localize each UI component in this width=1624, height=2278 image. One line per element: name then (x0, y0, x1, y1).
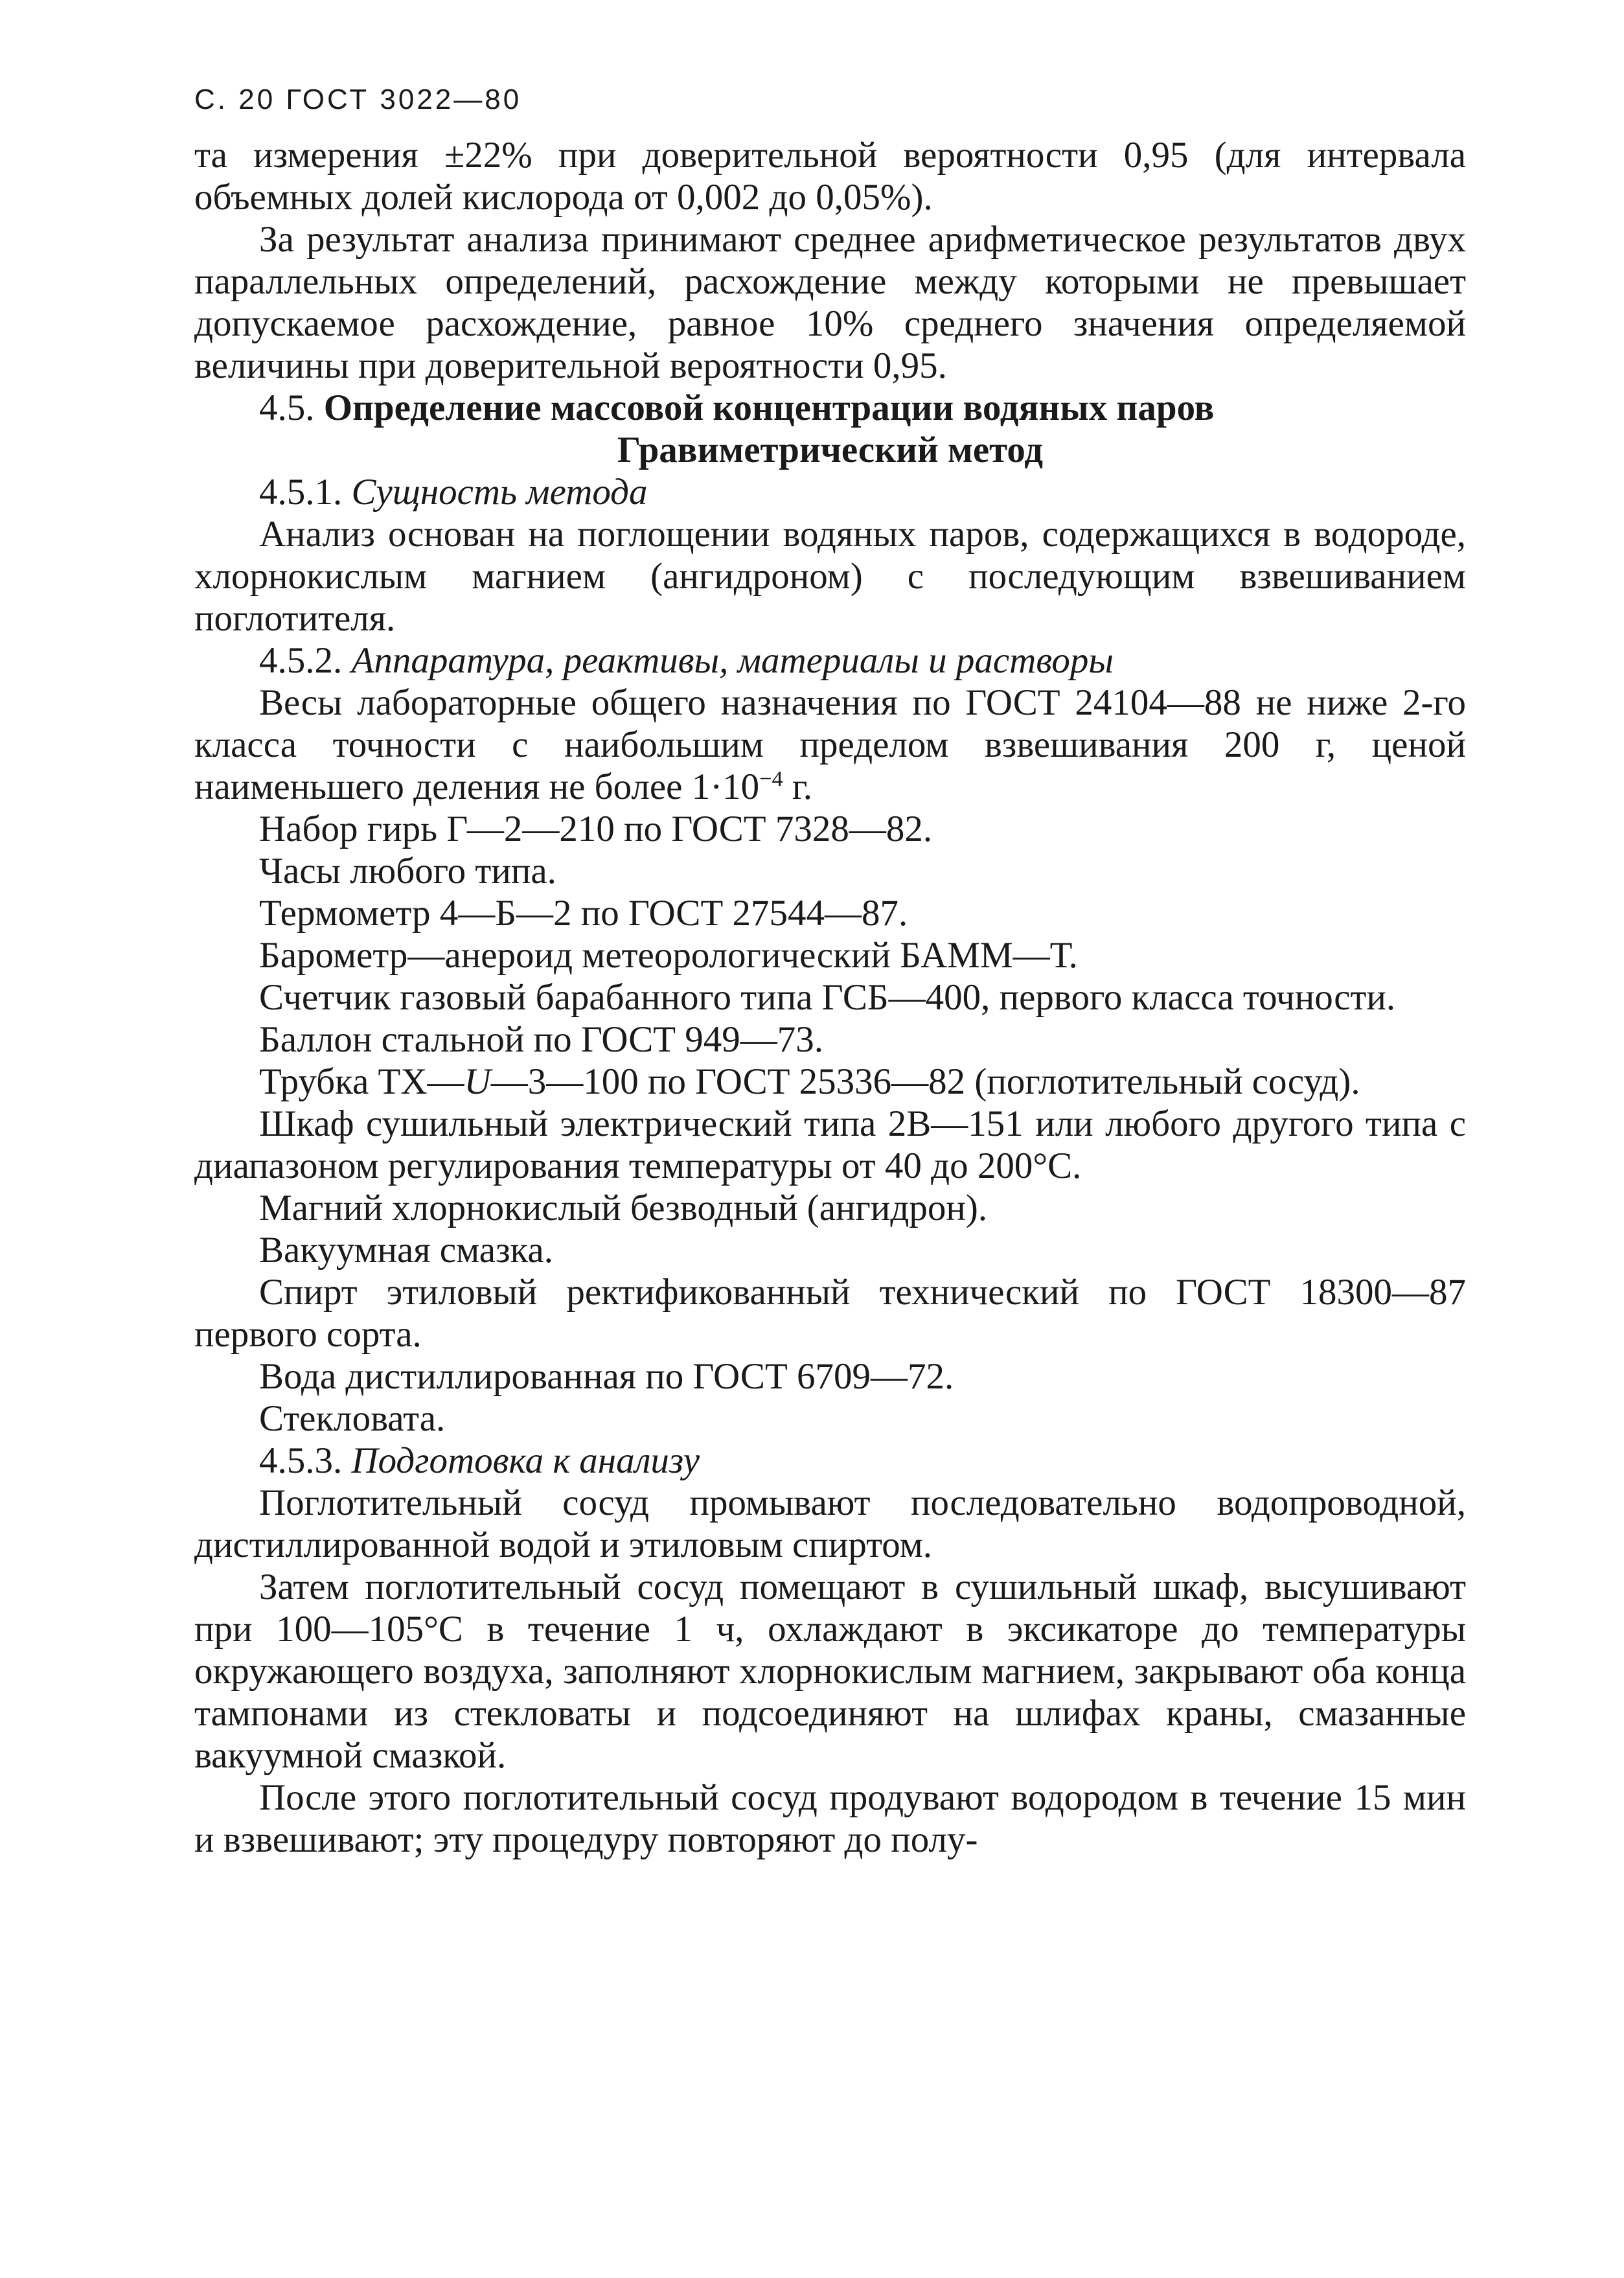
subsection-heading-452 (194, 639, 1466, 682)
list-item: Часы любого типа. (259, 850, 556, 892)
list-item: Баллон стальной по ГОСТ 949—73. (259, 1018, 824, 1060)
running-head: С. 20 ГОСТ 3022—80 (194, 84, 522, 115)
paragraph-result: За результат анализа принимают среднее арифметическое результатов двух параллельных определений, расхождение между которыми не превышает допускаемое расхождение, равное 10% среднего значения определяемой величины при доверительной вероятности 0,95. (194, 218, 1466, 386)
list-item: Термометр 4—Б—2 по ГОСТ 27544—87. (259, 892, 908, 934)
subsection-heading-451 (194, 471, 1466, 513)
tube-text-pre: Трубка ТХ— (259, 1061, 464, 1102)
list-item: Набор гирь Г—2—210 по ГОСТ 7328—82. (259, 808, 933, 849)
section-heading (194, 387, 1466, 429)
subsection-title: Аппаратура, реактивы, материалы и растворы (351, 639, 1114, 681)
list-item: Счетчик газовый барабанного типа ГСБ—400, первого класса точности. (259, 976, 1396, 1018)
list-item: Магний хлорнокислый безводный (ангидрон). (259, 1187, 988, 1228)
list-item: Шкаф сушильный электрический типа 2В—151 или любого другого типа с диапазоном регулирования температуры от 40 до 200°С. (194, 1103, 1466, 1186)
list-item: Вода дистиллированная по ГОСТ 6709—72. (259, 1355, 954, 1397)
scales-unit: г. (783, 766, 813, 807)
list-item (194, 1061, 1466, 1103)
section-number: 4.5. (259, 387, 315, 428)
paragraph-method: Анализ основан на поглощении водяных паров, содержащихся в водороде, хлорнокислым магнием (ангидроном) с последующим взвешиванием поглотителя. (194, 513, 1466, 639)
paragraph-continued: та измерения ±22% при доверительной вероятности 0,95 (для интервала объемных долей кислорода от 0,002 до 0,05%). (194, 134, 1466, 218)
paragraph-dry: Затем поглотительный сосуд помещают в сушильный шкаф, высушивают при 100—105°С в течение 1 ч, охлаждают в эксикаторе до температуры окружающего воздуха, заполняют хлорнокислым магнием, закрывают оба конца тампонами из стекловаты и подсоединяют на шлифах краны, смазанные вакуумной смазкой. (194, 1566, 1466, 1776)
paragraph-rinse: Поглотительный сосуд промывают последовательно водопроводной, дистиллированной водой и этиловым спиртом. (194, 1482, 1466, 1565)
list-item: Вакуумная смазка. (259, 1229, 553, 1271)
tube-letter: U (464, 1061, 491, 1102)
subsection-number: 4.5.1. (259, 471, 343, 512)
section-title: Определение массовой концентрации водяных паров (323, 387, 1215, 428)
list-item: Стекловата. (259, 1398, 446, 1439)
list-item: Спирт этиловый ректификованный технический по ГОСТ 18300—87 первого сорта. (194, 1271, 1466, 1355)
document-body (194, 134, 1466, 1861)
exponent: −4 (759, 766, 783, 791)
subsection-number: 4.5.2. (259, 639, 343, 681)
subsection-title: Подготовка к анализу (351, 1440, 700, 1481)
subsection-heading-453 (194, 1440, 1466, 1482)
subsection-number: 4.5.3. (259, 1440, 343, 1481)
paragraph-scales (194, 682, 1466, 808)
section-subtitle: Гравиметрический метод (617, 429, 1044, 470)
subsection-title: Сущность метода (351, 471, 648, 512)
tube-text-post: —3—100 по ГОСТ 25336—82 (поглотительный сосуд). (490, 1061, 1360, 1102)
scales-text: Весы лабораторные общего назначения по ГОСТ 24104—88 не ниже 2-го класса точности с наибольшим пределом взвешивания 200 г, ценой наименьшего деления не более 1·10 (194, 682, 1466, 807)
paragraph-purge: После этого поглотительный сосуд продувают водородом в течение 15 мин и взвешивают; эту процедуру повторяют до полу- (194, 1777, 1466, 1860)
list-item: Барометр—анероид метеорологический БАММ—Т. (259, 934, 1078, 976)
